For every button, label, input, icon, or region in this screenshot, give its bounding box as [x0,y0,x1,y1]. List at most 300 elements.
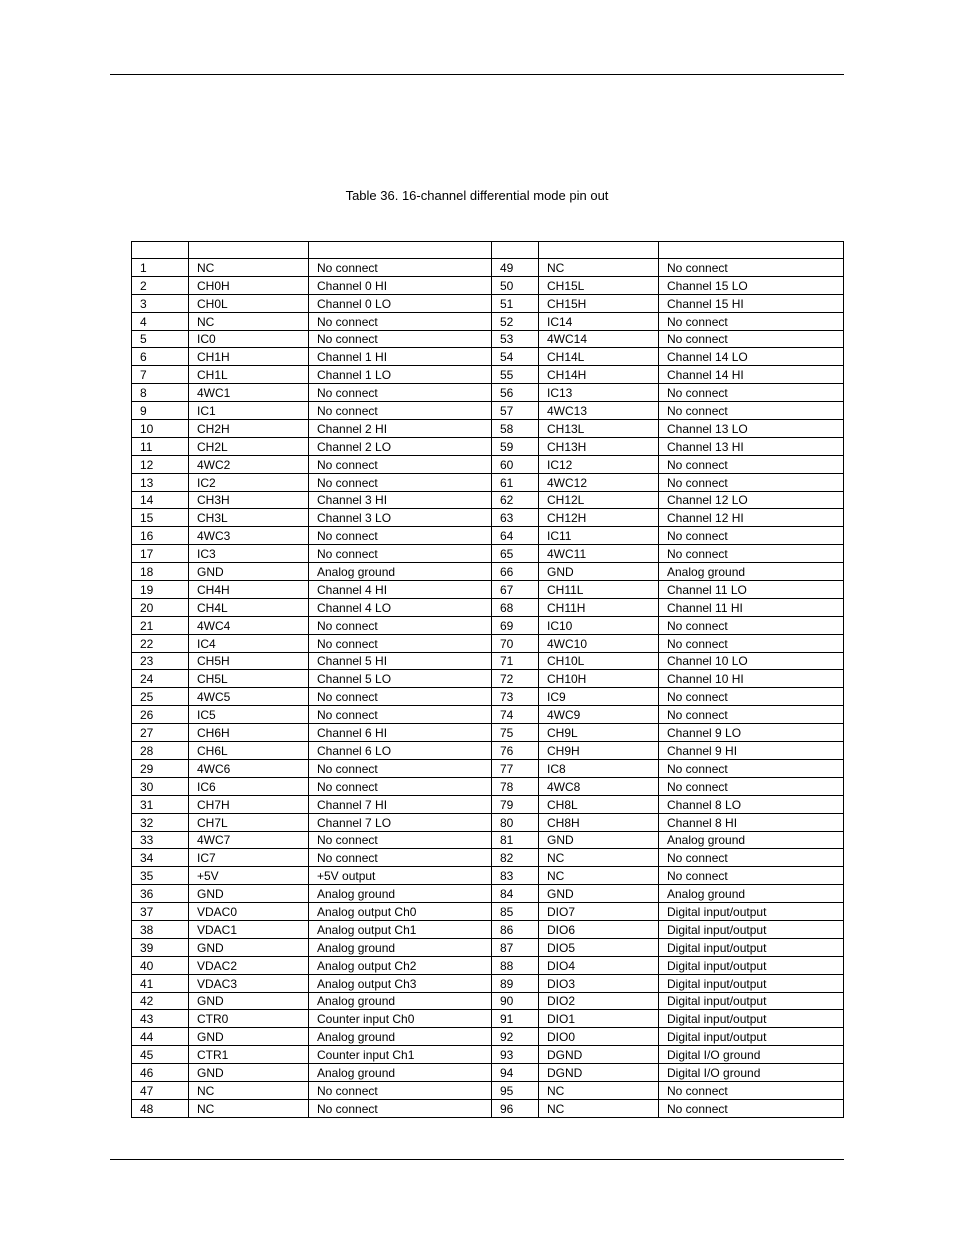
table-row [132,903,844,921]
pin-number-left: 44 [132,1028,189,1046]
pin-number-left: 17 [132,545,189,563]
table-row [132,545,844,563]
pin-description-right: Digital input/output [659,1028,844,1046]
pin-number-left: 46 [132,1064,189,1082]
pin-description-right: Channel 12 HI [659,509,844,527]
pin-number-left: 33 [132,831,189,849]
pin-description-right: No connect [659,688,844,706]
pin-number-left: 24 [132,670,189,688]
pin-number-right: 52 [492,312,539,330]
pin-number-left: 43 [132,1010,189,1028]
pin-number-left: 28 [132,742,189,760]
pin-description-right: Digital I/O ground [659,1046,844,1064]
signal-name-left: 4WC7 [189,831,309,849]
pin-number-right: 58 [492,420,539,438]
signal-name-right: IC11 [539,527,659,545]
pin-description-right: Channel 13 HI [659,437,844,455]
pin-number-left: 37 [132,903,189,921]
table-row [132,1081,844,1099]
pin-description-right: Digital input/output [659,920,844,938]
pin-number-left: 1 [132,259,189,277]
pin-number-left: 38 [132,920,189,938]
table-row [132,312,844,330]
signal-name-left: NC [189,259,309,277]
pin-description-left: No connect [309,634,492,652]
pin-number-right: 88 [492,956,539,974]
signal-name-right: NC [539,259,659,277]
pin-description-left: Analog output Ch2 [309,956,492,974]
table-row [132,938,844,956]
signal-name-right: 4WC12 [539,473,659,491]
pin-description-left: Channel 1 HI [309,348,492,366]
pin-number-left: 45 [132,1046,189,1064]
pin-number-left: 29 [132,759,189,777]
pin-description-right: Channel 8 LO [659,795,844,813]
pin-description-right: No connect [659,616,844,634]
pin-description-right: No connect [659,1099,844,1117]
table-row [132,1028,844,1046]
table-row [132,581,844,599]
pin-description-right: No connect [659,849,844,867]
pin-number-right: 74 [492,706,539,724]
pin-number-left: 7 [132,366,189,384]
pin-number-right: 73 [492,688,539,706]
pin-description-right: No connect [659,527,844,545]
pin-number-left: 2 [132,276,189,294]
pin-description-right: Channel 13 LO [659,420,844,438]
pin-description-left: Channel 4 LO [309,598,492,616]
signal-name-right: CH12L [539,491,659,509]
signal-name-left: CTR1 [189,1046,309,1064]
pin-description-left: No connect [309,1099,492,1117]
pin-description-left: No connect [309,473,492,491]
pin-number-left: 9 [132,402,189,420]
pin-description-right: Channel 15 HI [659,294,844,312]
signal-name-right: CH15H [539,294,659,312]
signal-name-left: VDAC3 [189,974,309,992]
pin-description-right: Channel 9 LO [659,724,844,742]
pin-description-right: No connect [659,259,844,277]
pin-number-right: 62 [492,491,539,509]
pin-description-left: No connect [309,259,492,277]
signal-name-right: CH9H [539,742,659,760]
table-row [132,688,844,706]
pin-number-right: 78 [492,777,539,795]
signal-name-left: CH0H [189,276,309,294]
pin-number-right: 87 [492,938,539,956]
table-row [132,795,844,813]
signal-name-left: NC [189,1099,309,1117]
signal-name-left: GND [189,992,309,1010]
pin-number-left: 13 [132,473,189,491]
table-row [132,920,844,938]
signal-name-right: DIO0 [539,1028,659,1046]
signal-name-right: GND [539,563,659,581]
signal-name-left: CH1H [189,348,309,366]
table-row [132,402,844,420]
table-row [132,437,844,455]
table-row [132,670,844,688]
signal-name-left: GND [189,938,309,956]
pin-number-right: 72 [492,670,539,688]
signal-name-right: NC [539,849,659,867]
table-row [132,831,844,849]
pin-number-left: 42 [132,992,189,1010]
table-row [132,527,844,545]
table-row [132,652,844,670]
pin-description-left: Analog output Ch1 [309,920,492,938]
pin-description-right: No connect [659,473,844,491]
pin-description-left: No connect [309,330,492,348]
pin-number-right: 86 [492,920,539,938]
table-row [132,992,844,1010]
table-row [132,777,844,795]
pin-description-left: Analog output Ch3 [309,974,492,992]
pin-number-left: 32 [132,813,189,831]
signal-name-left: 4WC1 [189,384,309,402]
pin-description-left: Channel 1 LO [309,366,492,384]
table-row [132,724,844,742]
table-row [132,885,844,903]
header-pin-right [492,242,539,259]
pin-description-left: No connect [309,831,492,849]
signal-name-right: NC [539,1081,659,1099]
signal-name-right: GND [539,885,659,903]
pin-number-right: 92 [492,1028,539,1046]
pin-number-left: 25 [132,688,189,706]
signal-name-left: CH4H [189,581,309,599]
signal-name-left: 4WC3 [189,527,309,545]
pin-description-right: Channel 14 LO [659,348,844,366]
signal-name-right: DGND [539,1046,659,1064]
pin-description-right: Channel 8 HI [659,813,844,831]
signal-name-right: DIO3 [539,974,659,992]
pin-number-left: 12 [132,455,189,473]
pin-description-right: No connect [659,634,844,652]
table-row [132,1010,844,1028]
signal-name-right: NC [539,867,659,885]
signal-name-left: CH5L [189,670,309,688]
pin-number-left: 8 [132,384,189,402]
pin-number-right: 51 [492,294,539,312]
pin-number-right: 83 [492,867,539,885]
pin-number-right: 89 [492,974,539,992]
pin-number-left: 11 [132,437,189,455]
pin-number-left: 34 [132,849,189,867]
signal-name-right: 4WC9 [539,706,659,724]
table-row [132,259,844,277]
pin-number-left: 16 [132,527,189,545]
signal-name-left: IC7 [189,849,309,867]
pin-number-right: 49 [492,259,539,277]
pin-description-left: No connect [309,616,492,634]
signal-name-right: CH14L [539,348,659,366]
signal-name-left: IC3 [189,545,309,563]
pin-number-left: 41 [132,974,189,992]
signal-name-right: CH9L [539,724,659,742]
pin-number-left: 22 [132,634,189,652]
signal-name-right: 4WC10 [539,634,659,652]
pin-description-left: No connect [309,402,492,420]
pin-number-right: 60 [492,455,539,473]
pin-number-left: 14 [132,491,189,509]
pin-description-left: Channel 6 HI [309,724,492,742]
pin-description-right: No connect [659,330,844,348]
header-signal-right [539,242,659,259]
pin-description-right: Digital input/output [659,1010,844,1028]
pin-number-right: 95 [492,1081,539,1099]
signal-name-right: GND [539,831,659,849]
signal-name-right: CH11H [539,598,659,616]
signal-name-left: CH0L [189,294,309,312]
pin-description-left: No connect [309,312,492,330]
pin-description-left: Channel 5 HI [309,652,492,670]
pin-description-left: +5V output [309,867,492,885]
pin-description-left: No connect [309,759,492,777]
table-row [132,491,844,509]
pin-description-left: No connect [309,688,492,706]
signal-name-right: 4WC14 [539,330,659,348]
signal-name-left: CH4L [189,598,309,616]
signal-name-right: CH13H [539,437,659,455]
table-row [132,867,844,885]
table-row [132,759,844,777]
pin-description-left: Channel 2 HI [309,420,492,438]
signal-name-left: CH6L [189,742,309,760]
pin-number-left: 4 [132,312,189,330]
pin-description-right: No connect [659,1081,844,1099]
pin-number-right: 93 [492,1046,539,1064]
signal-name-right: 4WC11 [539,545,659,563]
pin-description-left: Channel 0 HI [309,276,492,294]
pin-description-right: Digital input/output [659,903,844,921]
pin-number-left: 40 [132,956,189,974]
pin-description-right: Analog ground [659,831,844,849]
signal-name-right: DGND [539,1064,659,1082]
table-row [132,455,844,473]
pin-number-left: 47 [132,1081,189,1099]
pin-number-right: 55 [492,366,539,384]
pin-number-right: 85 [492,903,539,921]
signal-name-right: CH10H [539,670,659,688]
pin-description-right: Channel 11 LO [659,581,844,599]
pin-description-right: Channel 15 LO [659,276,844,294]
pin-description-left: Counter input Ch0 [309,1010,492,1028]
pin-number-right: 75 [492,724,539,742]
signal-name-left: IC5 [189,706,309,724]
header-description-left [309,242,492,259]
pin-description-right: Channel 10 LO [659,652,844,670]
pin-number-right: 53 [492,330,539,348]
pin-description-right: Channel 11 HI [659,598,844,616]
table-caption: Table 36. 16-channel differential mode pin out [345,188,609,203]
pin-description-left: Analog ground [309,992,492,1010]
pin-description-right: Channel 12 LO [659,491,844,509]
table-row [132,974,844,992]
pin-description-left: Analog ground [309,563,492,581]
pin-description-right: Channel 14 HI [659,366,844,384]
signal-name-left: VDAC2 [189,956,309,974]
signal-name-left: NC [189,1081,309,1099]
pin-number-left: 15 [132,509,189,527]
table-row [132,813,844,831]
header-rule [110,74,844,75]
signal-name-left: +5V [189,867,309,885]
pin-description-left: Channel 4 HI [309,581,492,599]
pin-number-right: 82 [492,849,539,867]
pin-number-left: 31 [132,795,189,813]
pin-description-right: No connect [659,312,844,330]
header-pin-left [132,242,189,259]
signal-name-left: CH2H [189,420,309,438]
signal-name-left: CH3L [189,509,309,527]
table-row [132,634,844,652]
table-row [132,509,844,527]
signal-name-right: DIO2 [539,992,659,1010]
table-row [132,742,844,760]
pin-number-right: 77 [492,759,539,777]
pin-description-left: No connect [309,527,492,545]
pin-number-left: 10 [132,420,189,438]
signal-name-left: GND [189,885,309,903]
signal-name-left: CH7H [189,795,309,813]
signal-name-right: NC [539,1099,659,1117]
pin-number-right: 90 [492,992,539,1010]
pin-number-right: 64 [492,527,539,545]
pin-number-left: 26 [132,706,189,724]
header-description-right [659,242,844,259]
signal-name-right: DIO5 [539,938,659,956]
pin-description-right: No connect [659,867,844,885]
signal-name-right: CH8L [539,795,659,813]
pin-description-left: Channel 7 HI [309,795,492,813]
pin-description-right: Digital input/output [659,938,844,956]
signal-name-right: IC13 [539,384,659,402]
pin-number-right: 63 [492,509,539,527]
pin-description-right: Digital I/O ground [659,1064,844,1082]
pin-number-right: 79 [492,795,539,813]
pin-number-left: 35 [132,867,189,885]
table-row [132,1099,844,1117]
table-row [132,276,844,294]
pin-description-left: Channel 2 LO [309,437,492,455]
signal-name-left: 4WC5 [189,688,309,706]
pin-description-right: No connect [659,402,844,420]
pin-description-right: No connect [659,706,844,724]
table-row [132,706,844,724]
signal-name-left: CH5H [189,652,309,670]
footer-rule [110,1159,844,1160]
pin-number-right: 57 [492,402,539,420]
pin-description-right: Analog ground [659,885,844,903]
signal-name-left: NC [189,312,309,330]
signal-name-left: CH6H [189,724,309,742]
pin-number-right: 68 [492,598,539,616]
signal-name-right: IC12 [539,455,659,473]
signal-name-right: CH15L [539,276,659,294]
signal-name-left: CH3H [189,491,309,509]
pin-number-left: 23 [132,652,189,670]
signal-name-right: DIO6 [539,920,659,938]
signal-name-right: IC8 [539,759,659,777]
pin-description-left: No connect [309,777,492,795]
pin-description-right: Channel 10 HI [659,670,844,688]
table-header-row [132,242,844,259]
pin-number-left: 21 [132,616,189,634]
signal-name-left: 4WC4 [189,616,309,634]
pin-number-right: 69 [492,616,539,634]
signal-name-right: IC14 [539,312,659,330]
signal-name-left: IC1 [189,402,309,420]
table-row [132,598,844,616]
signal-name-right: IC9 [539,688,659,706]
pin-number-right: 80 [492,813,539,831]
signal-name-left: IC6 [189,777,309,795]
pin-number-left: 36 [132,885,189,903]
signal-name-left: CH7L [189,813,309,831]
pin-description-left: No connect [309,706,492,724]
pin-description-right: Channel 9 HI [659,742,844,760]
pin-description-left: No connect [309,1081,492,1099]
pin-number-left: 27 [132,724,189,742]
pin-description-left: No connect [309,455,492,473]
table-row [132,1046,844,1064]
signal-name-left: IC4 [189,634,309,652]
pin-description-right: Digital input/output [659,992,844,1010]
pin-description-left: Counter input Ch1 [309,1046,492,1064]
pin-description-left: Channel 0 LO [309,294,492,312]
header-signal-left [189,242,309,259]
signal-name-left: CTR0 [189,1010,309,1028]
signal-name-right: 4WC8 [539,777,659,795]
table-row [132,1064,844,1082]
pin-description-left: Analog ground [309,885,492,903]
pin-description-left: Channel 7 LO [309,813,492,831]
table-row [132,420,844,438]
pin-description-right: Digital input/output [659,956,844,974]
signal-name-left: GND [189,1028,309,1046]
pin-number-right: 94 [492,1064,539,1082]
pin-number-right: 67 [492,581,539,599]
pin-number-right: 65 [492,545,539,563]
pin-description-right: Digital input/output [659,974,844,992]
pin-description-right: No connect [659,759,844,777]
pin-number-right: 81 [492,831,539,849]
signal-name-left: GND [189,563,309,581]
pin-number-right: 76 [492,742,539,760]
pin-number-right: 66 [492,563,539,581]
signal-name-right: CH10L [539,652,659,670]
signal-name-left: IC2 [189,473,309,491]
pin-number-left: 20 [132,598,189,616]
signal-name-right: DIO7 [539,903,659,921]
pin-number-left: 3 [132,294,189,312]
pin-description-left: No connect [309,384,492,402]
signal-name-right: CH8H [539,813,659,831]
pin-description-right: No connect [659,384,844,402]
pin-number-left: 48 [132,1099,189,1117]
signal-name-right: DIO1 [539,1010,659,1028]
table-row [132,473,844,491]
table-row [132,849,844,867]
signal-name-left: 4WC6 [189,759,309,777]
table-row [132,330,844,348]
signal-name-right: CH13L [539,420,659,438]
pin-description-right: Analog ground [659,563,844,581]
pin-description-left: Channel 6 LO [309,742,492,760]
pin-number-right: 59 [492,437,539,455]
signal-name-left: 4WC2 [189,455,309,473]
